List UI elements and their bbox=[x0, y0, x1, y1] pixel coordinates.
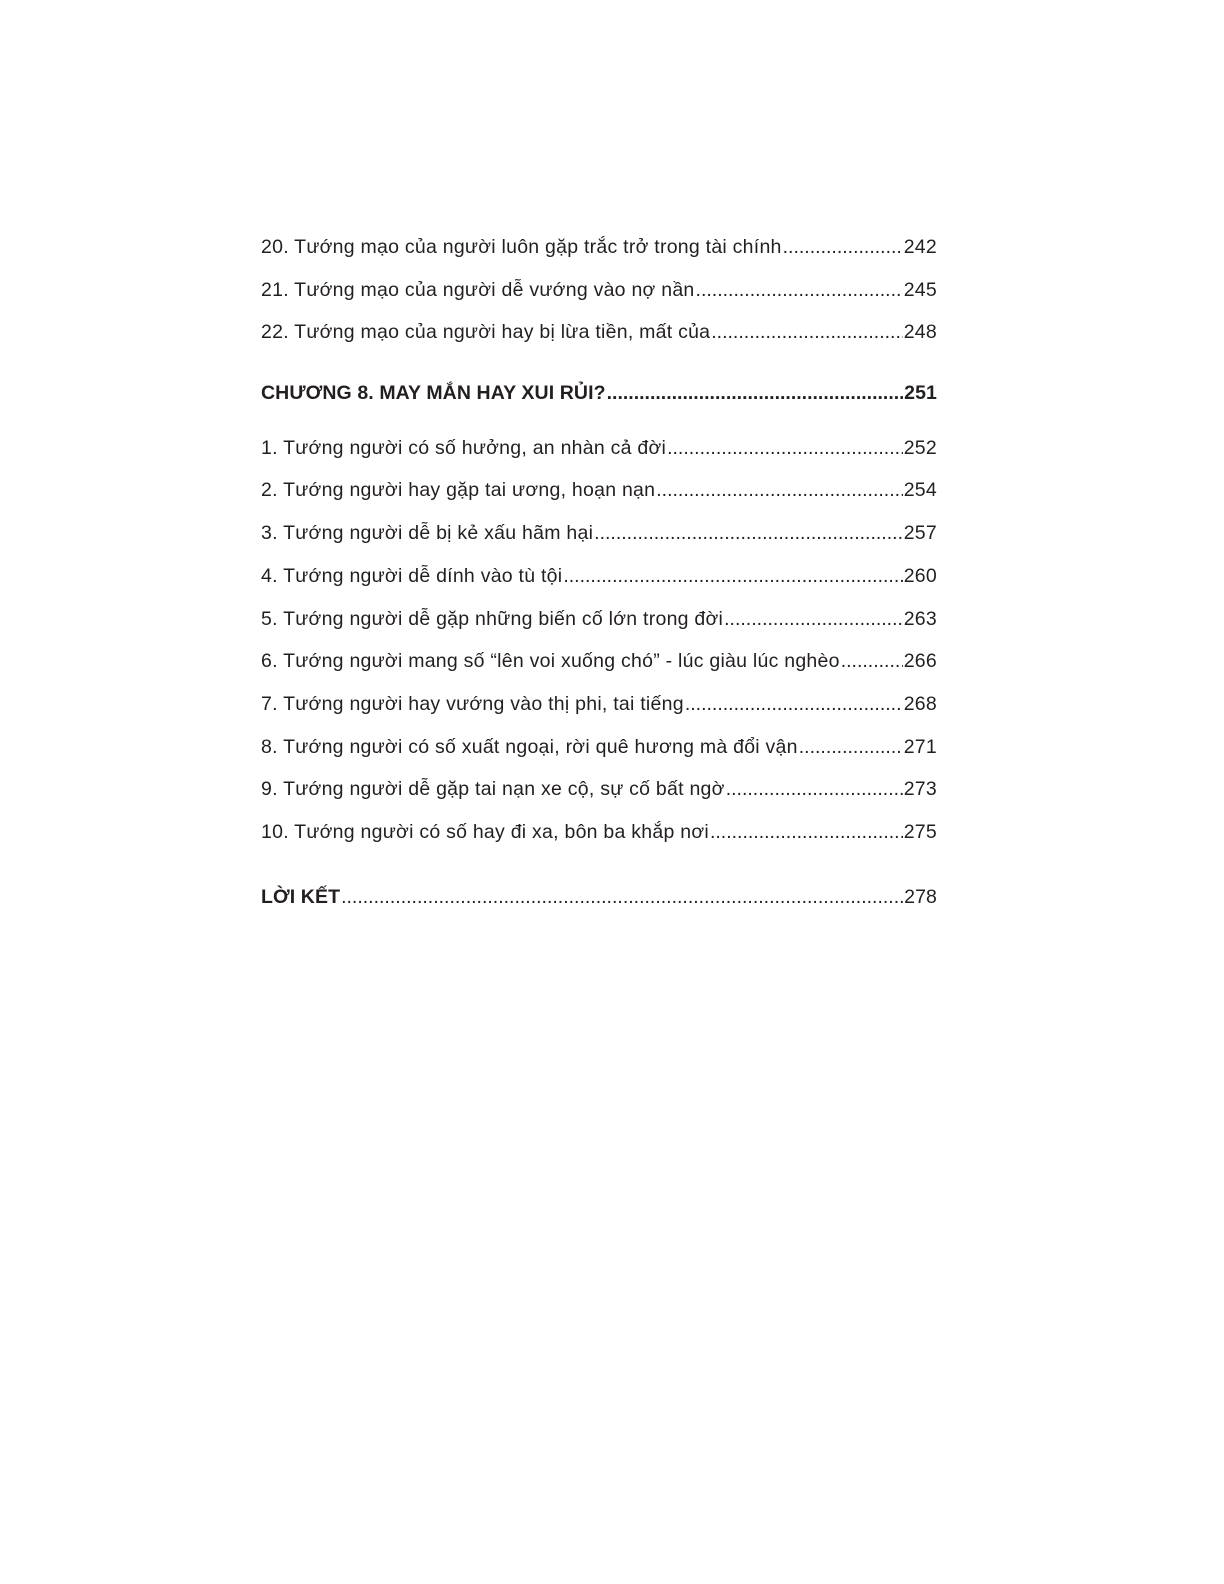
dot-leader bbox=[696, 269, 903, 312]
toc-entry-4 bbox=[261, 555, 937, 598]
toc-entry-page: 268 bbox=[903, 692, 937, 715]
table-of-contents bbox=[261, 226, 937, 918]
toc-entry-page: 254 bbox=[903, 479, 937, 502]
closing-title: LỜI KẾT bbox=[261, 885, 341, 908]
toc-entry-page: 266 bbox=[903, 650, 937, 673]
toc-entry-10 bbox=[261, 811, 937, 854]
toc-entry-22 bbox=[261, 311, 937, 354]
toc-entry-3 bbox=[261, 512, 937, 555]
toc-entry-9 bbox=[261, 768, 937, 811]
toc-entry-page: 275 bbox=[903, 820, 937, 843]
dot-leader bbox=[724, 598, 903, 641]
chapter-title: CHƯƠNG 8. MAY MẮN HAY XUI RỦI? bbox=[261, 382, 606, 405]
toc-entry-page: 273 bbox=[903, 778, 937, 801]
toc-entry-title: 1. Tướng người có số hưởng, an nhàn cả đời bbox=[261, 436, 667, 459]
dot-leader bbox=[563, 555, 902, 598]
dot-leader bbox=[710, 811, 903, 854]
toc-entry-page: 271 bbox=[903, 735, 937, 758]
toc-entry-title: 7. Tướng người hay vướng vào thị phi, tai tiếng bbox=[261, 692, 684, 715]
toc-entry-title: 2. Tướng người hay gặp tai ương, hoạn nạn bbox=[261, 479, 656, 502]
dot-leader bbox=[341, 876, 903, 919]
closing-page: 278 bbox=[904, 885, 937, 908]
toc-entry-page: 245 bbox=[903, 278, 937, 301]
dot-leader bbox=[783, 226, 903, 269]
toc-entry-8 bbox=[261, 726, 937, 769]
toc-entry-7 bbox=[261, 683, 937, 726]
chapter-page: 251 bbox=[904, 382, 937, 405]
toc-entry-21 bbox=[261, 269, 937, 312]
toc-entry-title: 4. Tướng người dễ dính vào tù tội bbox=[261, 564, 563, 587]
dot-leader bbox=[607, 372, 904, 415]
toc-entry-title: 8. Tướng người có số xuất ngoại, rời quê hương mà đổi vận bbox=[261, 735, 798, 758]
toc-chapter-8 bbox=[261, 372, 937, 415]
dot-leader bbox=[726, 768, 903, 811]
toc-entry-page: 242 bbox=[903, 236, 937, 258]
dot-leader bbox=[667, 427, 903, 470]
dot-leader bbox=[841, 640, 903, 683]
dot-leader bbox=[799, 726, 903, 769]
toc-closing bbox=[261, 876, 937, 919]
toc-entry-title: 9. Tướng người dễ gặp tai nạn xe cộ, sự cố bất ngờ bbox=[261, 778, 725, 801]
toc-entry-page: 257 bbox=[903, 522, 937, 545]
toc-entry-title: 10. Tướng người có số hay đi xa, bôn ba khắp nơi bbox=[261, 820, 709, 843]
toc-entry-title: 22. Tướng mạo của người hay bị lừa tiền, mất của bbox=[261, 321, 711, 344]
toc-entry-page: 263 bbox=[903, 607, 937, 630]
toc-entry-title: 3. Tướng người dễ bị kẻ xấu hãm hại bbox=[261, 522, 594, 545]
toc-entry-2 bbox=[261, 469, 937, 512]
toc-entry-page: 252 bbox=[903, 436, 937, 459]
toc-entry-6 bbox=[261, 640, 937, 683]
toc-entry-title: 5. Tướng người dễ gặp những biến cố lớn trong đời bbox=[261, 607, 724, 630]
dot-leader bbox=[711, 311, 902, 354]
toc-entry-title: 6. Tướng người mang số “lên voi xuống chó” - lúc giàu lúc nghèo bbox=[261, 650, 840, 673]
dot-leader bbox=[656, 469, 902, 512]
toc-entry-page: 260 bbox=[903, 564, 937, 587]
dot-leader bbox=[685, 683, 903, 726]
toc-entry-5 bbox=[261, 598, 937, 641]
toc-entry-title: 21. Tướng mạo của người dễ vướng vào nợ nần bbox=[261, 278, 695, 301]
toc-entry-title: 20. Tướng mạo của người luôn gặp trắc trở trong tài chính bbox=[261, 236, 782, 258]
toc-entry-1 bbox=[261, 427, 937, 470]
dot-leader bbox=[594, 512, 903, 555]
toc-entry-20 bbox=[261, 226, 937, 269]
toc-entry-page: 248 bbox=[903, 321, 937, 344]
